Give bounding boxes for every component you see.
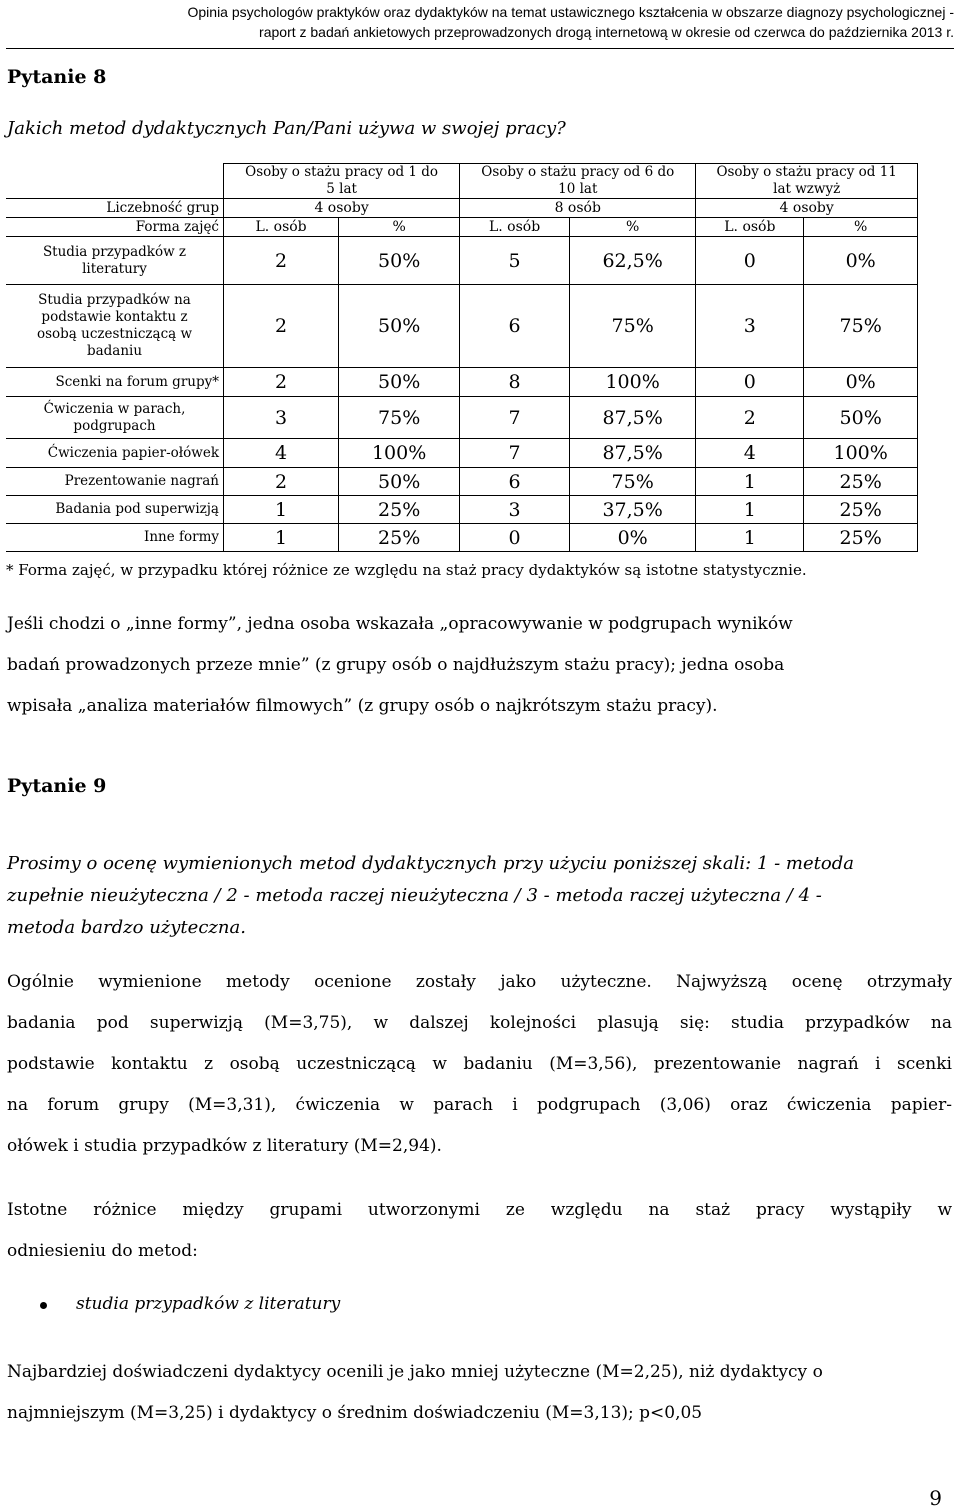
cell: 3 — [460, 496, 570, 524]
cell: 87,5% — [569, 397, 695, 439]
cell: 62,5% — [569, 237, 695, 285]
table-row — [6, 439, 918, 468]
group-3-header: Osoby o stażu pracy od 11 lat wzwyż — [696, 164, 918, 199]
cell: 5 — [460, 237, 570, 285]
cell: 37,5% — [569, 496, 695, 524]
cell: 100% — [569, 368, 695, 397]
count-label: Liczebność grup — [6, 199, 224, 218]
group-2-count: 8 osób — [460, 199, 696, 218]
cell: 8 — [460, 368, 570, 397]
page-header — [6, 2, 954, 49]
cell: 0 — [696, 237, 804, 285]
cell: 1 — [224, 524, 339, 552]
cell: 4 — [224, 439, 339, 468]
row-label: Badania pod superwizją — [6, 496, 224, 524]
table-row — [6, 368, 918, 397]
cell: 75% — [569, 285, 695, 368]
form-label: Forma zajęć — [6, 218, 224, 237]
group-1-count: 4 osoby — [224, 199, 460, 218]
cell: 0% — [569, 524, 695, 552]
cell: 0% — [804, 368, 918, 397]
sub-n: L. osób — [460, 218, 570, 237]
group-1-header: Osoby o stażu pracy od 1 do 5 lat — [224, 164, 460, 199]
page-number: 9 — [929, 1486, 942, 1510]
question-8-text: Jakich metod dydaktycznych Pan/Pani używa w swojej pracy? — [7, 118, 566, 139]
paragraph-differences: Istotne różnice między grupami utworzonymi ze względu na staż pracy wystąpiły w odniesieniu do metod: — [7, 1200, 952, 1261]
cell: 50% — [804, 397, 918, 439]
cell: 50% — [339, 237, 460, 285]
row-label: Inne formy — [6, 524, 224, 552]
cell: 4 — [696, 439, 804, 468]
paragraph-general-ratings: Ogólnie wymienione metody ocenione zostały jako użyteczne. Najwyższą ocenę otrzymały badania pod superwizją (M=3,75), w dalszej kolejności plasują się: studia przypadków na podstawie kontaktu z osobą uczestniczącą w badaniu (M=3,56), prezentowanie nagrań i scenki na forum grupy (M=3,31), ćwiczenia w parach i podgrupach (3,06) oraz ćwiczenia papier- ołówek i studia przypadków z literatury (M=2,94). — [7, 972, 952, 1156]
row-label: Studia przypadków z literatury — [6, 237, 224, 285]
table-row — [6, 397, 918, 439]
cell: 0% — [804, 237, 918, 285]
cell: 100% — [339, 439, 460, 468]
row-label: Ćwiczenia papier-ołówek — [6, 439, 224, 468]
cell: 3 — [224, 397, 339, 439]
table-row — [6, 496, 918, 524]
question-9-text: Prosimy o ocenę wymienionych metod dydaktycznych przy użyciu poniższej skali: 1 - metoda zupełnie nieużyteczna / 2 - metoda raczej nieużyteczna / 3 - metoda raczej użyteczna / 4 - metoda bardzo użyteczna. — [7, 853, 854, 938]
cell: 87,5% — [569, 439, 695, 468]
methods-table — [6, 163, 918, 552]
sub-pct: % — [804, 218, 918, 237]
table-row — [6, 468, 918, 496]
table-row — [6, 237, 918, 285]
paragraph-last: Najbardziej doświadczeni dydaktycy ocenili je jako mniej użyteczne (M=2,25), niż dydaktycy o najmniejszym (M=3,25) i dydaktycy o średnim doświadczeniu (M=3,13); p<0,05 — [7, 1362, 823, 1423]
bullet-item: studia przypadków z literatury — [76, 1294, 341, 1314]
cell: 75% — [569, 468, 695, 496]
cell: 100% — [804, 439, 918, 468]
header-line-2: raport z badań ankietowych przeprowadzonych drogą internetową w okresie od czerwca do października 2013 r. — [259, 24, 954, 40]
cell: 3 — [696, 285, 804, 368]
sub-n: L. osób — [224, 218, 339, 237]
sub-pct: % — [569, 218, 695, 237]
row-label: Studia przypadków na podstawie kontaktu z osobą uczestniczącą w badaniu — [6, 285, 224, 368]
cell: 2 — [696, 397, 804, 439]
bullet-icon — [40, 1302, 47, 1309]
cell: 2 — [224, 468, 339, 496]
cell: 6 — [460, 285, 570, 368]
cell: 1 — [696, 496, 804, 524]
row-label: Scenki na forum grupy* — [6, 368, 224, 397]
group-2-header: Osoby o stażu pracy od 6 do 10 lat — [460, 164, 696, 199]
question-9-title: Pytanie 9 — [7, 775, 107, 797]
table-row — [6, 285, 918, 368]
table-footnote: * Forma zajęć, w przypadku której różnice ze względu na staż pracy dydaktyków są istotne statystycznie. — [6, 561, 807, 579]
cell: 25% — [804, 524, 918, 552]
paragraph-other-forms: Jeśli chodzi o „inne formy”, jedna osoba wskazała „opracowywanie w podgrupach wyników badań prowadzonych przeze mnie” (z grupy osób o najdłuższym stażu pracy); jedna osoba wpisała „analiza materiałów filmowych” (z grupy osób o najkrótszym stażu pracy). — [7, 614, 793, 716]
cell: 0 — [696, 368, 804, 397]
table-row — [6, 524, 918, 552]
cell: 25% — [804, 468, 918, 496]
cell: 2 — [224, 237, 339, 285]
cell: 7 — [460, 439, 570, 468]
cell: 50% — [339, 285, 460, 368]
cell: 50% — [339, 468, 460, 496]
cell: 1 — [696, 468, 804, 496]
cell: 25% — [339, 524, 460, 552]
row-label: Ćwiczenia w parach, podgrupach — [6, 397, 224, 439]
cell: 2 — [224, 285, 339, 368]
count-row — [6, 199, 918, 218]
row-label: Prezentowanie nagrań — [6, 468, 224, 496]
cell: 0 — [460, 524, 570, 552]
cell: 1 — [696, 524, 804, 552]
sub-pct: % — [339, 218, 460, 237]
cell: 6 — [460, 468, 570, 496]
cell: 1 — [224, 496, 339, 524]
sub-n: L. osób — [696, 218, 804, 237]
subheader-row — [6, 218, 918, 237]
cell: 2 — [224, 368, 339, 397]
cell: 75% — [339, 397, 460, 439]
question-8-title: Pytanie 8 — [7, 66, 107, 88]
group-3-count: 4 osoby — [696, 199, 918, 218]
group-header-row — [6, 164, 918, 199]
cell: 25% — [804, 496, 918, 524]
cell: 50% — [339, 368, 460, 397]
cell: 75% — [804, 285, 918, 368]
header-line-1: Opinia psychologów praktyków oraz dydaktyków na temat ustawicznego kształcenia w obszarze diagnozy psychologicznej - — [187, 4, 954, 20]
cell: 25% — [339, 496, 460, 524]
cell: 7 — [460, 397, 570, 439]
